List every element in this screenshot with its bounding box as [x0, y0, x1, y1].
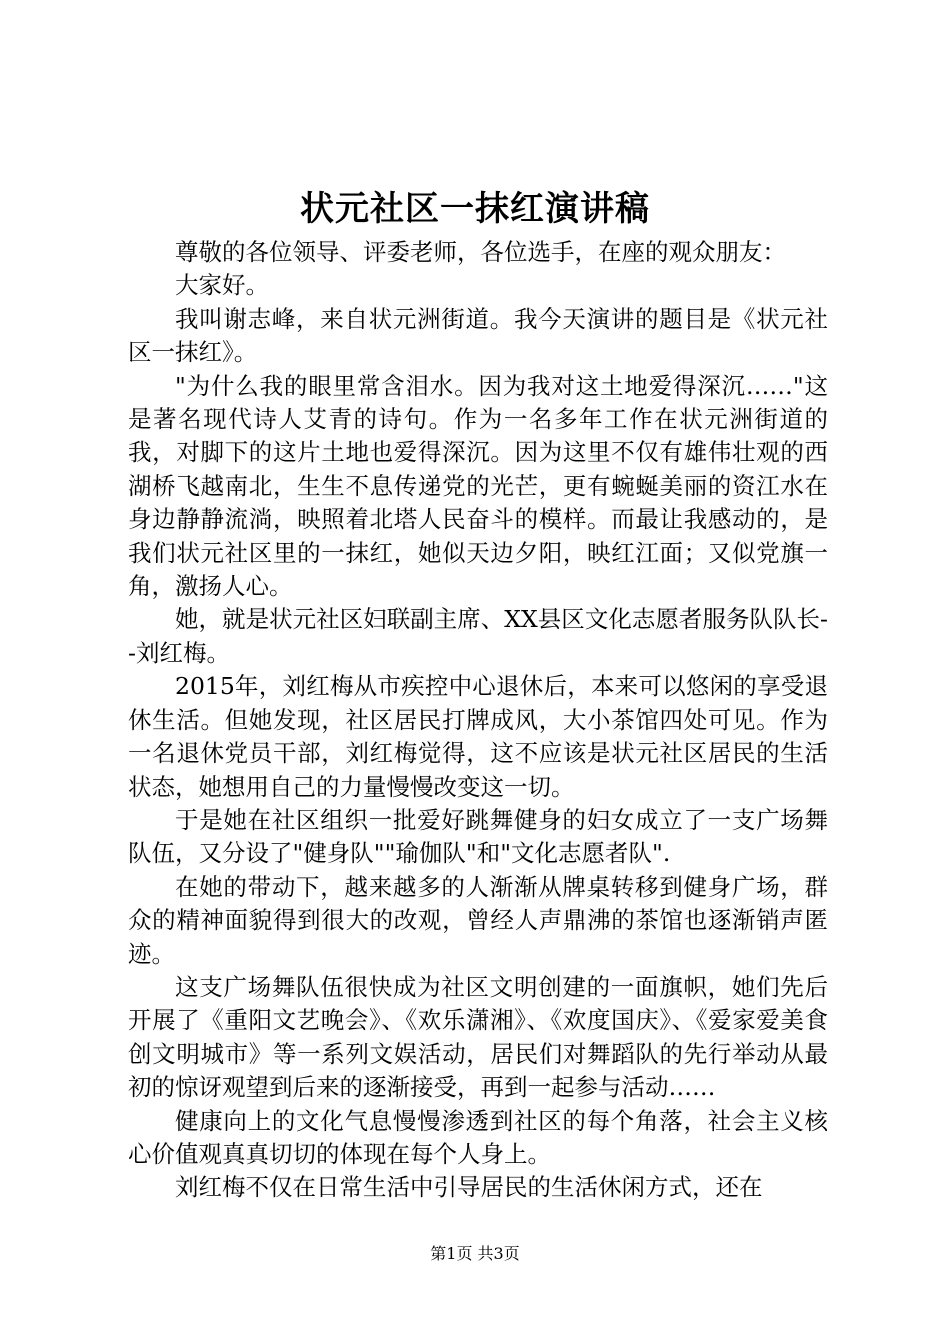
document-body: [128, 236, 828, 1205]
paragraph: 于是她在社区组织一批爱好跳舞健身的妇女成立了一支广场舞队伍，又分设了"健身队""瑜伽队"和"文化志愿者队".: [128, 805, 828, 868]
paragraph: 她，就是状元社区妇联副主席、XX县区文化志愿者服务队队长--刘红梅。: [128, 605, 828, 667]
paragraph: 刘红梅不仅在日常生活中引导居民的生活休闲方式，还在: [175, 1173, 763, 1202]
page-footer: 第1页 共3页: [430, 1244, 520, 1263]
paragraph: 健康向上的文化气息慢慢渗透到社区的每个角落，社会主义核心价值观真真切切的体现在每个人身上。: [128, 1106, 828, 1168]
document-title: 状元社区一抹红演讲稿: [300, 189, 650, 229]
paragraph-salutation: 尊敬的各位领导、评委老师，各位选手，在座的观众朋友：: [175, 238, 786, 266]
paragraph: 在她的带动下，越来越多的人渐渐从牌桌转移到健身广场，群众的精神面貌得到很大的改观，曾经人声鼎沸的茶馆也逐渐销声匿迹。: [128, 872, 828, 968]
paragraph: 2015年，刘红梅从市疾控中心退休后，本来可以悠闲的享受退休生活。但她发现，社区居民打牌成风，大小茶馆四处可见。作为一名退休党员干部，刘红梅觉得，这不应该是状元社区居民的生活状态，她想用自己的力量慢慢改变这一切。: [128, 672, 828, 801]
paragraph-introduction: 我叫谢志峰，来自状元洲街道。我今天演讲的题目是《状元社区一抹红》。: [128, 304, 828, 367]
paragraph: "为什么我的眼里常含泪水。因为我对这土地爱得深沉……"这是著名现代诗人艾青的诗句。作为一名多年工作在状元洲街道的我，对脚下的这片土地也爱得深沉。因为这里不仅有雄伟壮观的西湖桥飞越南北，生生不息传递党的光芒，更有蜿蜒美丽的资江水在身边静静流淌，映照着北塔人民奋斗的模样。而最让我感动的，是我们状元社区里的一抹红，她似天边夕阳，映红江面；又似党旗一角，激扬人心。: [128, 371, 828, 601]
paragraph-greeting: 大家好。: [175, 271, 269, 300]
paragraph: 这支广场舞队伍很快成为社区文明创建的一面旗帜，她们先后开展了《重阳文艺晚会》、《欢乐潇湘》、《欢度国庆》、《爱家爱美食创文明城市》等一系列文娱活动，居民们对舞蹈队的先行举动从最初的惊讶观望到后来的逐渐接受，再到一起参与活动……: [128, 972, 828, 1102]
